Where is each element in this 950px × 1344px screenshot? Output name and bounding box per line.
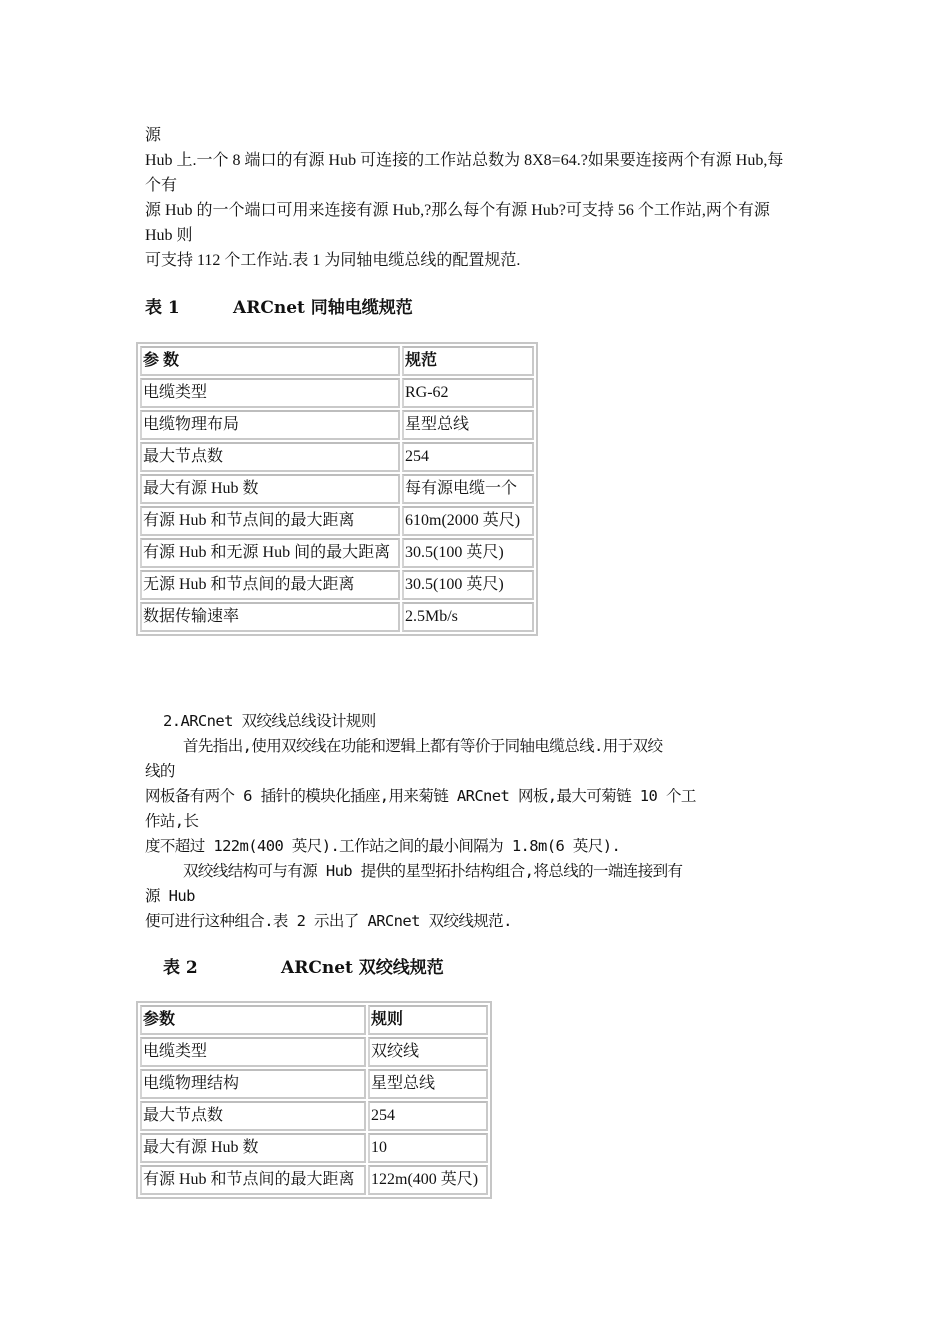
table-header-cell: 参数 — [140, 1005, 366, 1035]
table-cell: 电缆类型 — [140, 378, 400, 408]
table-cell: 254 — [368, 1101, 488, 1131]
table-cell: 最大节点数 — [140, 442, 400, 472]
table-row — [140, 1101, 488, 1131]
table-cell: 最大有源 Hub 数 — [140, 1133, 366, 1163]
table-cell: 30.5(100 英尺) — [402, 538, 534, 568]
table-row — [140, 602, 534, 632]
body-text-line: Hub 上.一个 8 端口的有源 Hub 可连接的工作站总数为 8X8=64.?如果要连接两个有源 Hub,每 — [145, 152, 784, 169]
table-row — [140, 378, 534, 408]
table-row — [140, 474, 534, 504]
table2 — [136, 1001, 492, 1199]
table-cell: 有源 Hub 和节点间的最大距离 — [140, 1165, 366, 1195]
body-text-line: 双绞线结构可与有源 Hub 提供的星型拓扑结构组合,将总线的一端连接到有 — [183, 862, 683, 880]
body-text-line: 源 Hub 的一个端口可用来连接有源 Hub,?那么每个有源 Hub?可支持 56 个工作站,两个有源 — [145, 202, 770, 219]
table2-caption-number: 表 2 — [163, 958, 198, 978]
table-cell: RG-62 — [402, 378, 534, 408]
table1-caption-number: 表 1 — [145, 298, 180, 318]
table-cell: 最大节点数 — [140, 1101, 366, 1131]
table-header-cell: 参 数 — [140, 346, 400, 376]
table-header-cell: 规范 — [402, 346, 534, 376]
table-row — [140, 1165, 488, 1195]
table1-caption-title: ARCnet 同轴电缆规范 — [233, 298, 413, 318]
body-text-line: 便可进行这种组合.表 2 示出了 ARCnet 双绞线规范. — [145, 912, 512, 930]
table2-caption-title: ARCnet 双绞线规范 — [281, 958, 444, 978]
body-text-line: 个有 — [145, 177, 178, 194]
table1-caption — [145, 297, 445, 319]
table-cell: 10 — [368, 1133, 488, 1163]
table-cell: 254 — [402, 442, 534, 472]
table-row — [140, 538, 534, 568]
table-cell: 数据传输速率 — [140, 602, 400, 632]
table-cell: 30.5(100 英尺) — [402, 570, 534, 600]
table-row — [140, 1069, 488, 1099]
table-row — [140, 442, 534, 472]
table-row — [140, 410, 534, 440]
table-row — [140, 1133, 488, 1163]
table-cell: 电缆类型 — [140, 1037, 366, 1067]
table-cell: 星型总线 — [368, 1069, 488, 1099]
table-cell: 最大有源 Hub 数 — [140, 474, 400, 504]
table-cell: 有源 Hub 和节点间的最大距离 — [140, 506, 400, 536]
table-row — [140, 570, 534, 600]
table-cell: 无源 Hub 和节点间的最大距离 — [140, 570, 400, 600]
body-text-line: 可支持 112 个工作站.表 1 为同轴电缆总线的配置规范. — [145, 252, 521, 269]
table-cell: 电缆物理布局 — [140, 410, 400, 440]
body-text-line: 首先指出,使用双绞线在功能和逻辑上都有等价于同轴电缆总线.用于双绞 — [183, 737, 663, 755]
table-cell: 双绞线 — [368, 1037, 488, 1067]
section-heading: 2.ARCnet 双绞线总线设计规则 — [163, 712, 376, 730]
body-text-line: 网板备有两个 6 插针的模块化插座,用来菊链 ARCnet 网板,最大可菊链 10 个工 — [145, 787, 696, 805]
table-cell: 星型总线 — [402, 410, 534, 440]
table-cell: 每有源电缆一个 — [402, 474, 534, 504]
body-text-line: 线的 — [145, 762, 175, 780]
table-header-row — [140, 1005, 488, 1035]
body-text-line: 源 Hub — [145, 887, 195, 905]
table-cell: 610m(2000 英尺) — [402, 506, 534, 536]
table-cell: 2.5Mb/s — [402, 602, 534, 632]
table-header-cell: 规则 — [368, 1005, 488, 1035]
table-row — [140, 506, 534, 536]
table-cell: 122m(400 英尺) — [368, 1165, 488, 1195]
table1 — [136, 342, 538, 636]
body-text-line: 源 — [145, 127, 162, 144]
table-header-row — [140, 346, 534, 376]
body-text-line: Hub 则 — [145, 227, 193, 244]
table2-caption — [163, 957, 463, 979]
table-cell: 电缆物理结构 — [140, 1069, 366, 1099]
body-text-line: 作站,长 — [145, 812, 199, 830]
table-cell: 有源 Hub 和无源 Hub 间的最大距离 — [140, 538, 400, 568]
body-text-line: 度不超过 122m(400 英尺).工作站之间的最小间隔为 1.8m(6 英尺). — [145, 837, 621, 855]
table-row — [140, 1037, 488, 1067]
